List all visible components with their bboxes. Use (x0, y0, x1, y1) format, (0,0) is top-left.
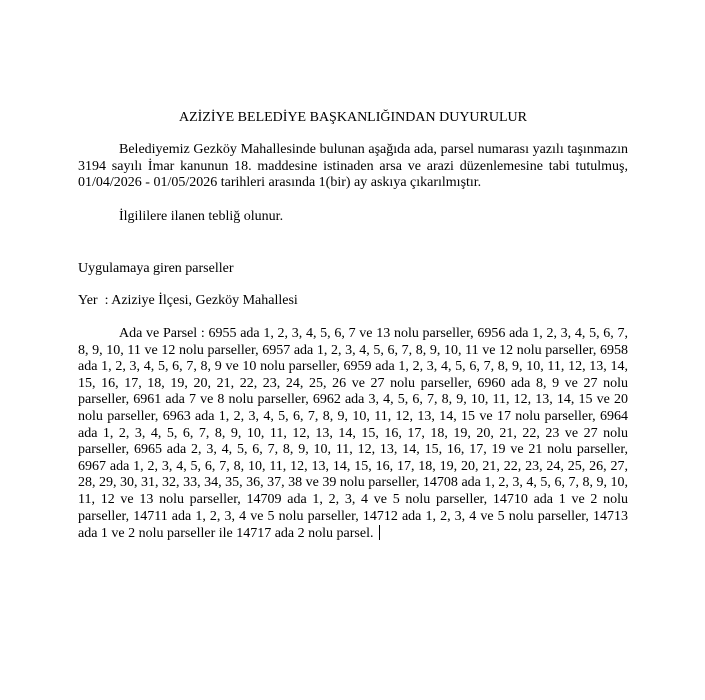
parcels-paragraph[interactable] (78, 326, 628, 543)
intro-paragraph: Belediyemiz Gezköy Mahallesinde bulunan aşağıda ada, parsel numarası yazılı taşınmazın 3194 sayılı İmar kanunun 18. maddesine istinaden arsa ve arazi düzenlemesine tabi tutulmuş, 01/04/2026 - 01/05/2026 tarihleri arasında 1(bir) ay askıya çıkarılmıştır. (78, 142, 628, 191)
text-cursor (379, 525, 380, 540)
section-heading: Uygulamaya giren parseller (78, 261, 234, 276)
location-line (78, 293, 628, 310)
document-title: AZİZİYE BELEDİYE BAŞKANLIĞINDAN DUYURULUR (178, 110, 527, 125)
parcels-text: Ada ve Parsel : 6955 ada 1, 2, 3, 4, 5, 6, 7 ve 13 nolu parseller, 6956 ada 1, 2, 3, 4, 5, 6, 7, 8, 9, 10, 11 ve 12 nolu parseller, 6957 ada 1, 2, 3, 4, 5, 6, 7, 8, 9, 10, 11 ve 12 nolu parseller, 6958 ada 1, 2, 3, 4, 5, 6, 7, 8, 9 ve 10 nolu parseller, 6959 ada 1, 2, 3, 4, 5, 6, 7, 8, 9, 10, 11, 12, 13, 14, 15, 16, 17, 18, 19, 20, 21, 22, 23, 24, 25, 26 ve 27 nolu parseller, 6960 ada 8, 9 ve 27 nolu parseller, 6961 ada 7 ve 8 nolu parseller, 6962 ada 3, 4, 5, 6, 7, 8, 9, 10, 11, 12, 13, 14, 15 ve 20 nolu parseller, 6963 ada 1, 2, 3, 4, 5, 6, 7, 8, 9, 10, 11, 12, 13, 14, 15 ve 17 nolu parseller, 6964 ada 1, 2, 3, 4, 5, 6, 7, 8, 9, 10, 11, 12, 13, 14, 15, 16, 17, 18, 19, 20, 21, 22, 23 ve 27 nolu parseller, 6965 ada 2, 3, 4, 5, 6, 7, 8, 9, 10, 11, 12, 13, 14, 15, 16, 17, 19 ve 21 nolu parseller, 6967 ada 1, 2, 3, 4, 5, 6, 7, 8, 10, 11, 12, 13, 14, 15, 16, 17, 18, 19, 20, 21, 22, 23, 24, 25, 26, 27, 28, 29, 30, 31, 32, 33, 34, 35, 36, 37, 38 ve 39 nolu parseller, 14708 ada 1, 2, 3, 4, 5, 6, 7, 8, 9, 10, 11, 12 ve 13 nolu parseller, 14709 ada 1, 2, 3, 4 ve 5 nolu parseller, 14710 ada 1 ve 2 nolu parseller, 14711 ada 1, 2, 3, 4 ve 5 nolu parseller, 14712 ada 1, 2, 3, 4 ve 5 nolu parseller, 14713 ada 1 ve 2 nolu parseller ile 14717 ada 2 nolu parsel. (78, 326, 628, 542)
notice-paragraph: İlgililere ilanen tebliğ olunur. (119, 209, 284, 224)
location-text: Yer : Aziziye İlçesi, Gezköy Mahallesi (78, 293, 298, 308)
